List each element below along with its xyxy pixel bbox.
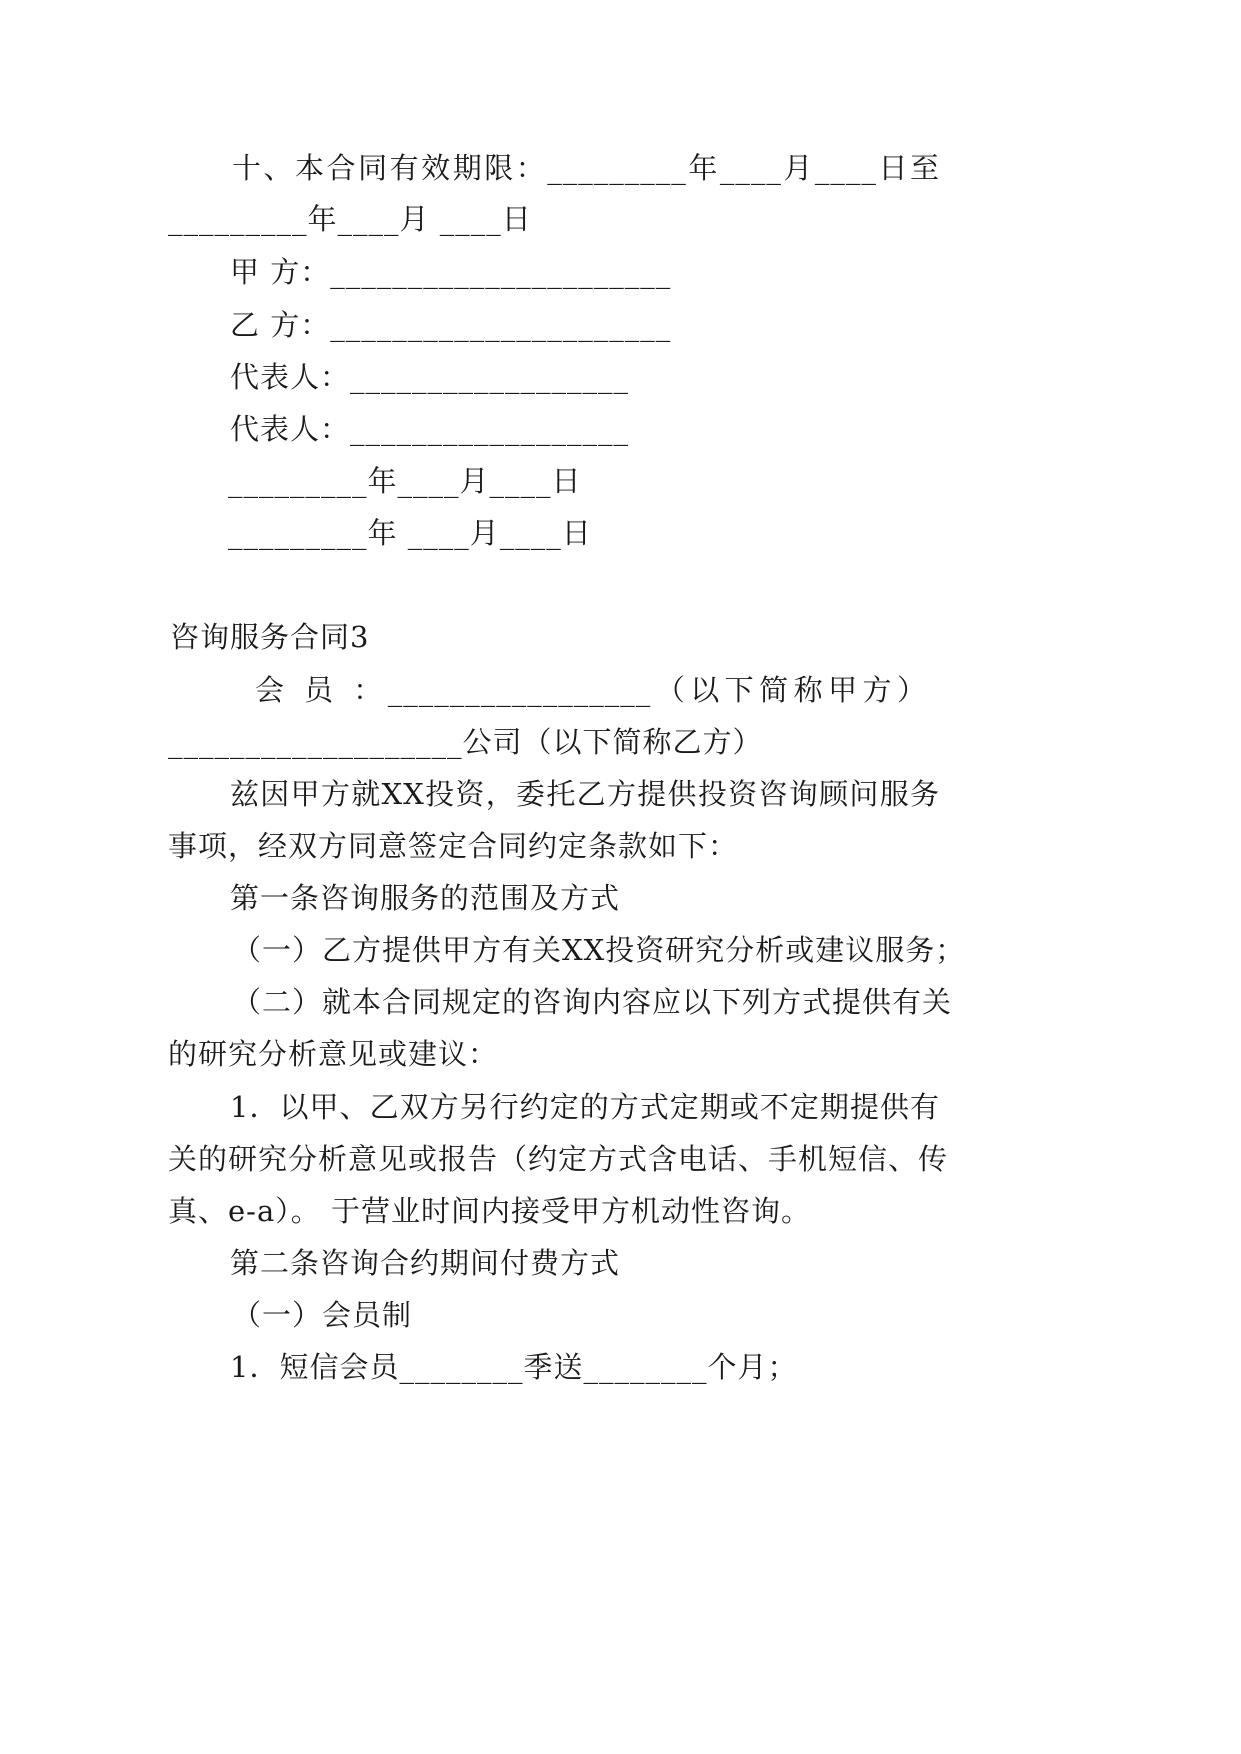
text-line: 真、e-a）。 于营业时间内接受甲方机动性咨询。 [168, 1194, 811, 1228]
text-line: （一）会员制 [232, 1298, 413, 1332]
section-title: 咨询服务合同3 [170, 620, 370, 654]
text-line: （二）就本合同规定的咨询内容应以下列方式提供有关 [232, 985, 953, 1019]
text-line: 第一条咨询服务的范围及方式 [230, 881, 621, 915]
text-line: 第二条咨询合约期间付费方式 [230, 1246, 621, 1280]
text-line: 甲 方：______________________ [230, 255, 672, 289]
text-line: _________年____月 ____日 [168, 202, 532, 236]
text-line: 关的研究分析意见或报告（约定方式含电话、手机短信、传 [168, 1142, 949, 1176]
text-line: 的研究分析意见或建议： [168, 1037, 499, 1071]
text-line: 1．以甲、乙双方另行约定的方式定期或不定期提供有 [230, 1090, 940, 1124]
text-line: （一）乙方提供甲方有关XX投资研究分析或建议服务； [232, 933, 966, 967]
text-line: ___________________公司（以下简称乙方） [168, 725, 763, 759]
text-line: _________年____月____日 [228, 464, 582, 498]
text-line: 十、本合同有效期限：_________年____月____日至 [232, 151, 940, 185]
text-line: _________年 ____月____日 [228, 516, 592, 550]
text-line: 乙 方：______________________ [230, 308, 672, 342]
text-line: 代表人：__________________ [230, 412, 630, 446]
text-line: 事项，经双方同意签定合同约定条款如下： [168, 829, 739, 863]
text-line: 兹因甲方就XX投资，委托乙方提供投资咨询顾问服务 [230, 777, 940, 811]
text-line: 会 员 ：_________________（以下简称甲方） [255, 673, 927, 707]
text-line: 1．短信会员________季送________个月； [230, 1350, 798, 1384]
text-line: 代表人：__________________ [230, 360, 630, 394]
